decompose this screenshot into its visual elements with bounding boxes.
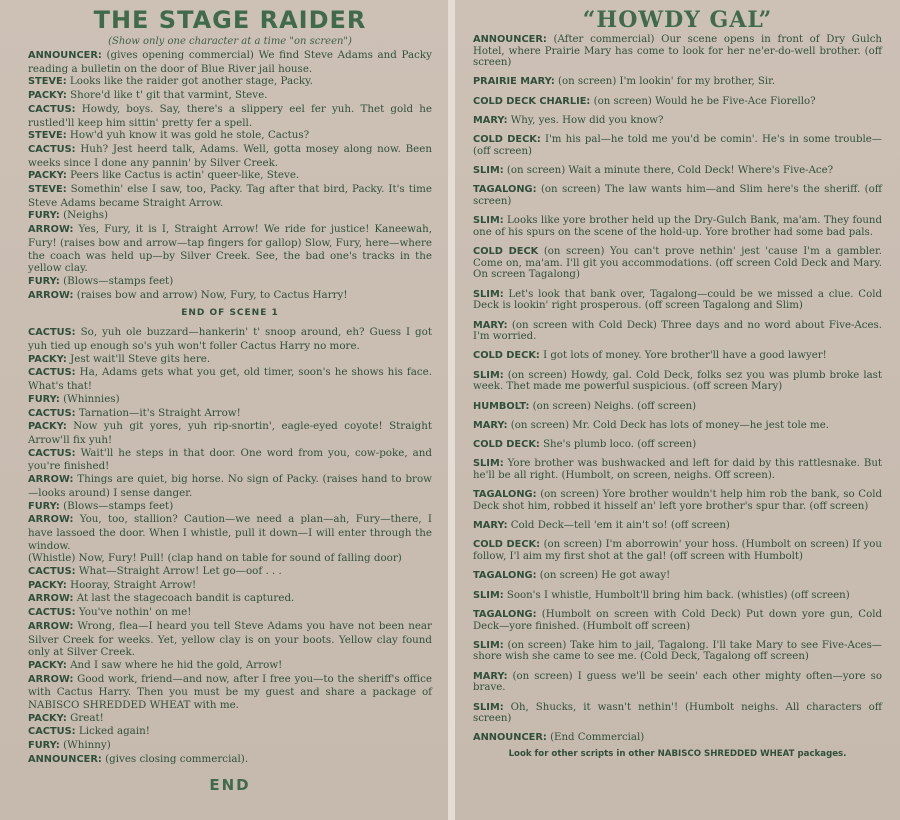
dialogue-text: Jest wait'll Steve gits here. bbox=[70, 352, 211, 365]
dialogue-text: (on screen) You can't prove nethin' jest 'cause I'm a gambler. Come on, ma'am. I'll git you accommodations. (off screen Cold Deck and Mary. On screen Tagalong) bbox=[473, 246, 882, 281]
speaker-name: CACTUS: bbox=[28, 447, 76, 459]
howdy-gal-lines bbox=[473, 34, 882, 744]
speaker-name: COLD DECK: bbox=[473, 539, 541, 551]
dialogue-text: (on screen) I guess we'll be seein' each other mighty often—yore so brave. bbox=[473, 670, 882, 694]
dialogue-text: Looks like yore brother held up the Dry-Gulch Bank, ma'am. They found one of his spurs on the scene of the hold-up. Yore brother had some bad pals. bbox=[473, 215, 882, 238]
script-line bbox=[28, 592, 432, 606]
script-line bbox=[28, 565, 432, 579]
dialogue-text: (on screen) Would he be Five-Ace Fiorello? bbox=[593, 95, 816, 107]
dialogue-text: You, too, stallion? Caution—we need a plan—ah, Fury—there, I have lassoed the door. When I whistle, pull it down—I will enter through the window. bbox=[28, 513, 432, 552]
dialogue-text: (Whinnies) bbox=[63, 392, 120, 405]
dialogue-text: At last the stagecoach bandit is captured. bbox=[76, 592, 295, 605]
script-line bbox=[473, 401, 882, 413]
dialogue-text: Wrong, flea—I heard you tell Steve Adams you have not been near Silver Creek for weeks. Yet, yellow clay is on your boots. Yellow clay found only at Silver Creek. bbox=[28, 619, 432, 659]
speaker-name: SLIM: bbox=[473, 165, 504, 177]
script-line bbox=[473, 458, 882, 481]
dialogue-text: Wait'll he steps in that door. One word from you, cow-poke, and you're finished! bbox=[28, 446, 432, 473]
speaker-name: STEVE: bbox=[28, 76, 67, 88]
dialogue-text: (Blows—stamps feet) bbox=[63, 274, 174, 287]
script-line bbox=[473, 289, 882, 312]
script-line bbox=[473, 76, 882, 88]
script-line bbox=[473, 590, 882, 602]
speaker-name: PACKY: bbox=[28, 170, 67, 182]
dialogue-text: I'm his pal—he told me you'd be comin'. He's in some trouble—(off screen) bbox=[473, 134, 882, 157]
dialogue-text: (on screen) Neighs. (off screen) bbox=[532, 400, 697, 412]
script-line bbox=[28, 620, 432, 659]
script-line bbox=[473, 96, 882, 108]
speaker-name: FURY: bbox=[28, 393, 60, 405]
dialogue-text: (Whinny) bbox=[63, 739, 111, 752]
speaker-name: CACTUS: bbox=[28, 327, 76, 339]
stage-raider-title: THE STAGE RAIDER bbox=[93, 6, 367, 34]
speaker-name: ARROW: bbox=[28, 673, 74, 685]
speaker-name: FURY: bbox=[28, 275, 60, 287]
script-line bbox=[473, 439, 882, 451]
dialogue-text: Soon's I whistle, Humbolt'll bring him back. (whistles) (off screen) bbox=[506, 589, 850, 601]
dialogue-text: Now yuh git yores, yuh rip-snortin', eagle-eyed coyote! Straight Arrow'll fix yuh! bbox=[28, 420, 432, 446]
dialogue-text: Peers like Cactus is actin' queer-like, Steve. bbox=[70, 169, 300, 182]
speaker-name: ARROW: bbox=[28, 224, 74, 236]
dialogue-text: So, yuh ole buzzard—hankerin' t' snoop around, eh? Guess I got yuh tied up enough so's yuh won't foller Cactus Harry no more. bbox=[28, 326, 432, 353]
speaker-name: STEVE: bbox=[28, 130, 67, 142]
screen-instruction: (Show only one character at a time "on screen") bbox=[108, 36, 352, 47]
speaker-name: SLIM: bbox=[473, 215, 504, 227]
dialogue-text: What—Straight Arrow! Let go—oof . . . bbox=[78, 565, 282, 578]
speaker-name: HUMBOLT: bbox=[473, 400, 530, 412]
dialogue-text: (Humbolt on screen with Cold Deck) Put down yore gun, Cold Deck—yore finished. (Humbolt off screen) bbox=[473, 608, 882, 632]
speaker-name: COLD DECK CHARLIE: bbox=[473, 95, 591, 107]
speaker-name: TAGALONG: bbox=[473, 608, 537, 620]
dialogue-text: (Blows—stamps feet) bbox=[63, 499, 174, 512]
speaker-name: ARROW: bbox=[28, 514, 74, 526]
dialogue-text: (on screen) Mr. Cold Deck has lots of money—he jest tole me. bbox=[510, 419, 829, 431]
speaker-name: STEVE: bbox=[28, 184, 67, 196]
script-line bbox=[473, 184, 882, 207]
dialogue-text: Howdy, boys. Say, there's a slippery eel fer yuh. Thet gold he rustled'll keep him sittin' pretty fer a spell. bbox=[28, 102, 432, 129]
speaker-name: SLIM: bbox=[473, 369, 504, 381]
dialogue-text: Why, yes. How did you know? bbox=[510, 115, 664, 127]
script-line bbox=[28, 223, 432, 275]
dialogue-text: Great! bbox=[70, 711, 104, 724]
script-line bbox=[28, 739, 432, 753]
dialogue-text: Tarnation—it's Straight Arrow! bbox=[78, 406, 241, 419]
script-line bbox=[28, 89, 432, 103]
script-line bbox=[28, 606, 432, 620]
dialogue-text: Somethin' else I saw, too, Packy. Tag after that bird, Packy. It's time Steve Adams became Straight Arrow. bbox=[28, 183, 432, 209]
script-line bbox=[28, 275, 432, 289]
dialogue-text: Licked again! bbox=[78, 725, 150, 738]
script-line bbox=[473, 34, 882, 69]
right-script-page bbox=[455, 0, 900, 820]
script-footer-note: Look for other scripts in other NABISCO SHREDDED WHEAT packages. bbox=[508, 748, 847, 759]
speaker-name: PACKY: bbox=[28, 353, 67, 365]
speaker-name: CACTUS: bbox=[28, 143, 76, 155]
dialogue-text: (on screen) Take him to jail, Tagalong. I'll take Mary to see Five-Aces—shore wish she came to see me. (Cold Deck, Tagalong off screen) bbox=[473, 639, 882, 663]
dialogue-text: Let's look that bank over, Tagalong—could be we missed a clue. Cold Deck is lookin' right prosperous. (off screen Tagalong and Slim) bbox=[473, 288, 882, 312]
script-line bbox=[473, 489, 882, 512]
dialogue-text: I got lots of money. Yore brother'll have a good lawyer! bbox=[543, 350, 827, 362]
speaker-name: ANNOUNCER: bbox=[473, 732, 547, 744]
script-line bbox=[28, 473, 432, 499]
script-line bbox=[28, 353, 432, 367]
script-line bbox=[473, 215, 882, 238]
dialogue-text: Yore brother was bushwacked and left for daid by this rattlesnake. But he'll be all right. (Humbolt, on screen, neighs. Off screen). bbox=[473, 458, 882, 482]
speaker-name: SLIM: bbox=[473, 458, 504, 470]
scene-1-lines bbox=[28, 49, 432, 302]
speaker-name: CACTUS: bbox=[28, 726, 76, 738]
script-line bbox=[28, 500, 432, 514]
script-line bbox=[473, 640, 882, 663]
script-line bbox=[28, 659, 432, 673]
script-line bbox=[28, 725, 432, 739]
speaker-name: TAGALONG: bbox=[473, 184, 537, 196]
script-line bbox=[473, 115, 882, 127]
speaker-name: SLIM: bbox=[473, 701, 504, 713]
speaker-name: MARY: bbox=[473, 520, 508, 532]
dialogue-text: (Neighs) bbox=[63, 209, 109, 222]
dialogue-text: Things are quiet, big horse. No sign of Packy. (raises hand to brow—looks around) I sense danger. bbox=[28, 473, 432, 499]
speaker-name: ARROW: bbox=[28, 474, 74, 486]
dialogue-text: Looks like the raider got another stage, Packy. bbox=[69, 75, 313, 88]
script-line bbox=[28, 129, 432, 143]
speaker-name: PACKY: bbox=[28, 421, 67, 433]
speaker-name: COLD DECK bbox=[473, 246, 539, 258]
script-line bbox=[28, 753, 432, 767]
script-line bbox=[28, 209, 432, 223]
dialogue-text: (gives closing commercial). bbox=[105, 752, 249, 765]
speaker-name: CACTUS: bbox=[28, 103, 76, 115]
speaker-name: MARY: bbox=[473, 670, 508, 682]
script-line bbox=[473, 165, 882, 177]
dialogue-text: (on screen) The law wants him—and Slim here's the sheriff. (off screen) bbox=[473, 184, 882, 208]
dialogue-text: You've nothin' on me! bbox=[78, 606, 192, 619]
script-line bbox=[473, 420, 882, 432]
script-line bbox=[473, 520, 882, 532]
speaker-name: SLIM: bbox=[473, 288, 504, 300]
script-line bbox=[28, 552, 432, 565]
speaker-name: COLD DECK: bbox=[473, 439, 540, 451]
script-line bbox=[28, 407, 432, 421]
dialogue-text: She's plumb loco. (off screen) bbox=[543, 439, 697, 451]
dialogue-text: (on screen) Wait a minute there, Cold Deck! Where's Five-Ace? bbox=[506, 165, 834, 177]
speaker-name: ANNOUNCER: bbox=[28, 753, 102, 765]
script-line bbox=[28, 143, 432, 169]
dialogue-text: Good work, friend—and now, after I free you—to the sheriff's office with Cactus Harry. Then you must be my guest and share a package of NABISCO SHREDDED WHEAT with me. bbox=[28, 672, 432, 712]
script-line bbox=[28, 103, 432, 129]
script-line bbox=[28, 673, 432, 712]
speaker-name: PACKY: bbox=[28, 712, 67, 724]
script-line bbox=[473, 671, 882, 694]
dialogue-text: How'd yuh know it was gold he stole, Cactus? bbox=[69, 129, 310, 142]
speaker-name: FURY: bbox=[28, 740, 60, 752]
script-line bbox=[28, 420, 432, 446]
script-line bbox=[473, 320, 882, 343]
dialogue-text: (on screen) Yore brother wouldn't help him rob the bank, so Cold Deck shot him, robbed it hisself an' left yore brother's spur thar. (off screen) bbox=[473, 489, 882, 512]
speaker-name: ANNOUNCER: bbox=[473, 34, 547, 45]
speaker-name: MARY: bbox=[473, 419, 508, 431]
script-line bbox=[473, 539, 882, 562]
dialogue-text: Huh? Jest heerd talk, Adams. Well, gotta mosey along now. Been weeks since I done any pannin' by Silver Creek. bbox=[28, 142, 432, 169]
speaker-name: PRAIRIE MARY: bbox=[473, 76, 555, 88]
dialogue-text: (on screen) I'm lookin' for my brother, Sir. bbox=[558, 76, 776, 88]
script-line bbox=[28, 393, 432, 407]
speaker-name: SLIM: bbox=[473, 589, 504, 601]
script-line bbox=[28, 366, 432, 392]
dialogue-text: (End Commercial) bbox=[550, 732, 645, 744]
script-line bbox=[473, 246, 882, 281]
script-line bbox=[28, 579, 432, 593]
speaker-name: CACTUS: bbox=[28, 607, 76, 619]
dialogue-text: Shore'd like t' git that varmint, Steve. bbox=[70, 89, 268, 102]
speaker-name: FURY: bbox=[28, 210, 60, 222]
dialogue-text: Oh, Shucks, it wasn't nethin'! (Humbolt neighs. All characters off screen) bbox=[473, 701, 882, 725]
dialogue-text: (on screen with Cold Deck) Three days and no word about Five-Aces. I'm worried. bbox=[473, 319, 882, 343]
page-gutter bbox=[448, 0, 455, 820]
speaker-name: CACTUS: bbox=[28, 566, 76, 578]
speaker-name: MARY: bbox=[473, 115, 508, 127]
speaker-name: COLD DECK: bbox=[473, 134, 541, 146]
speaker-name: CACTUS: bbox=[28, 367, 76, 379]
dialogue-text: (on screen) I'm aborrowin' your hoss. (Humbolt on screen) If you follow, I'l aim my first shot at the gal! (off screen with Humbolt) bbox=[473, 539, 882, 563]
dialogue-text: (on screen) He got away! bbox=[539, 570, 671, 582]
dialogue-text: And I saw where he hid the gold, Arrow! bbox=[70, 658, 283, 671]
dialogue-text: (After commercial) Our scene opens in front of Dry Gulch Hotel, where Prairie Mary has come to look for her ne'er-do-well brother. (off screen) bbox=[473, 34, 882, 69]
speaker-name: CACTUS: bbox=[28, 407, 76, 419]
speaker-name: TAGALONG: bbox=[473, 570, 537, 582]
speaker-name: ANNOUNCER: bbox=[28, 50, 102, 61]
script-line bbox=[28, 447, 432, 473]
script-line bbox=[28, 49, 432, 75]
script-line bbox=[473, 732, 882, 744]
speaker-name: COLD DECK: bbox=[473, 350, 540, 362]
speaker-name: MARY: bbox=[473, 319, 508, 331]
dialogue-text: (raises bow and arrow) Now, Fury, to Cactus Harry! bbox=[76, 288, 348, 301]
speaker-name: PACKY: bbox=[28, 90, 67, 102]
dialogue-text: Ha, Adams gets what you get, old timer, soon's he shows his face. What's that! bbox=[28, 366, 432, 393]
speaker-name: SLIM: bbox=[473, 639, 504, 651]
dialogue-text: Yes, Fury, it is I, Straight Arrow! We ride for justice! Kaneewah, Fury! (raises bow and arrow—tap fingers for gallop) Slow, Fury, here—where the coach was held up—by Silver Creek. See, the bad one's tracks in the yellow clay. bbox=[28, 223, 432, 275]
dialogue-text: (on screen) Howdy, gal. Cold Deck, folks sez you was plumb broke last week. Thet made me powerful suspicious. (off screen Mary) bbox=[473, 369, 882, 393]
dialogue-text: (gives opening commercial) We find Steve Adams and Packy reading a bulletin on the door of Blue River jail house. bbox=[28, 49, 432, 75]
speaker-name: PACKY: bbox=[28, 659, 67, 671]
dialogue-text: Cold Deck—tell 'em it ain't so! (off screen) bbox=[510, 520, 730, 532]
script-line bbox=[473, 609, 882, 632]
howdy-gal-title: “HOWDY GAL” bbox=[582, 7, 773, 33]
script-line bbox=[28, 513, 432, 552]
dialogue-text: Hooray, Straight Arrow! bbox=[70, 578, 197, 591]
speaker-name: TAGALONG: bbox=[473, 489, 537, 501]
script-line bbox=[28, 183, 432, 209]
script-line bbox=[473, 570, 882, 582]
speaker-name: ARROW: bbox=[28, 593, 74, 605]
script-line bbox=[473, 350, 882, 362]
scene-2-lines bbox=[28, 326, 432, 766]
script-line bbox=[473, 370, 882, 393]
script-line bbox=[473, 702, 882, 725]
script-line bbox=[473, 134, 882, 157]
speaker-name: PACKY: bbox=[28, 579, 67, 591]
speaker-name: ARROW: bbox=[28, 620, 74, 632]
script-line bbox=[28, 712, 432, 726]
dialogue-text: (Whistle) Now, Fury! Pull! (clap hand on table for sound of falling door) bbox=[28, 552, 402, 565]
speaker-name: FURY: bbox=[28, 500, 60, 512]
speaker-name: ARROW: bbox=[28, 289, 74, 301]
left-script-page bbox=[0, 0, 448, 820]
script-line bbox=[28, 169, 432, 183]
script-line bbox=[28, 289, 432, 303]
end-label: END bbox=[209, 775, 251, 794]
end-of-scene-label: END OF SCENE 1 bbox=[181, 308, 279, 319]
script-line bbox=[28, 326, 432, 352]
script-line bbox=[28, 75, 432, 89]
